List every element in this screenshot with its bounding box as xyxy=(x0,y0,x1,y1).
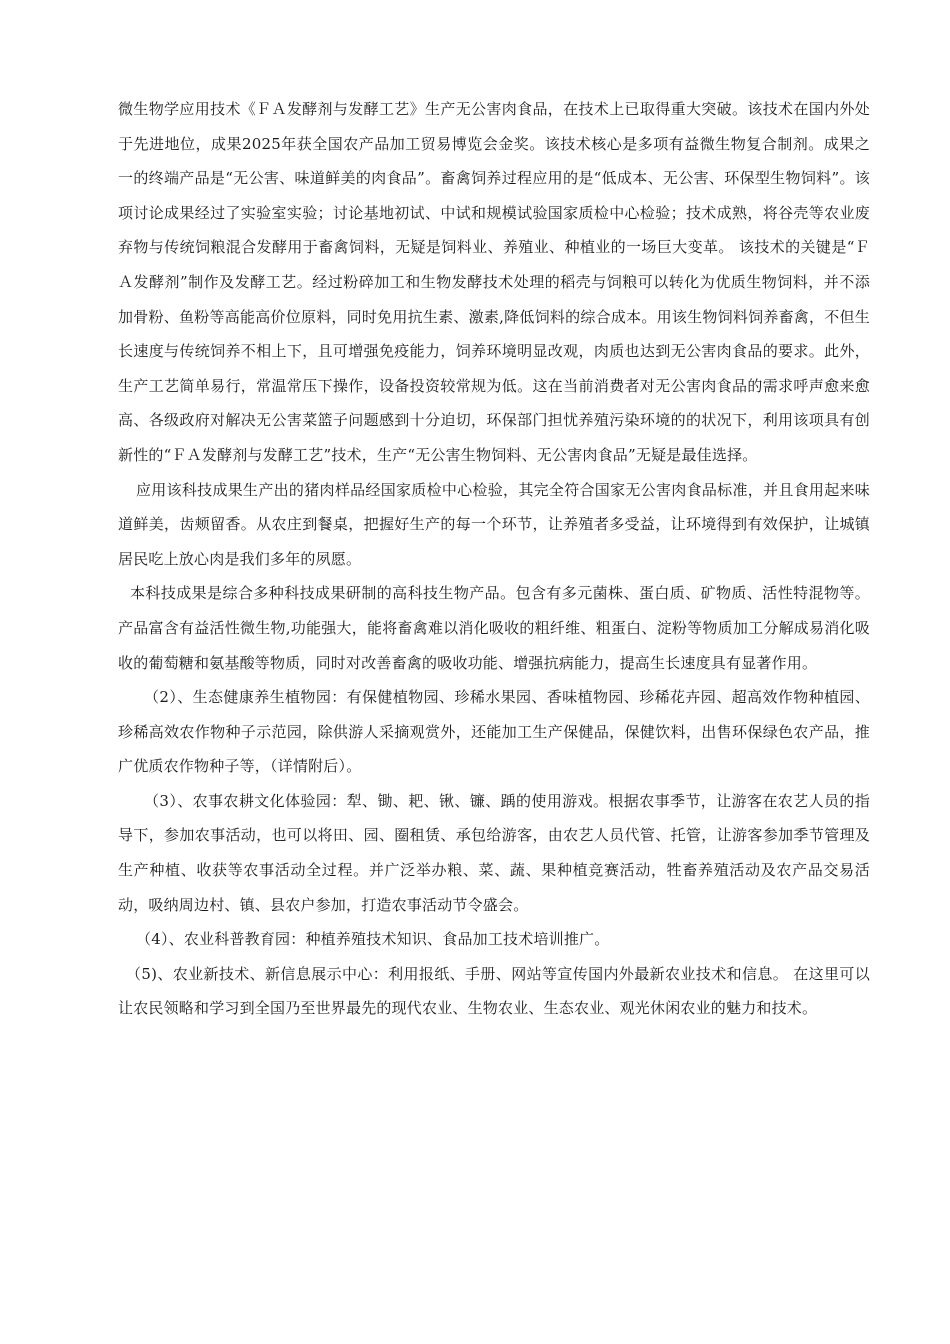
paragraph-product-description: 本科技成果是综合多种科技成果研制的高科技生物产品。包含有多元菌株、蛋白质、矿物质、活性特混物等。产品富含有益活性微生物,功能强大，能将畜禽难以消化吸收的粗纤维、粗蛋白、淀粉等物质加工分解成易消化吸收的葡萄糖和氨基酸等物质，同时对改善畜禽的吸收功能、增强抗病能力，提高生长速度具有显著作用。 xyxy=(118,584,870,672)
paragraph-fa-technology: 微生物学应用技术《ＦＡ发酵剂与发酵工艺》生产无公害肉食品，在技术上已取得重大突破。该技术在国内外处于先进地位，成果2025年获全国农产品加工贸易博览会金奖。该技术核心是多项有益微生物复合制剂。成果之一的终端产品是“无公害、味道鲜美的肉食品”。畜禽饲养过程应用的是“低成本、无公害、环保型生物饲料”。该项讨论成果经过了实验室实验；讨论基地初试、中试和规模试验国家质检中心检验；技术成熟，将谷壳等农业废弃物与传统饲粮混合发酵用于畜禽饲料，无疑是饲料业、养殖业、种植业的一场巨大变革。 该技术的关键是“ＦＡ发酵剂”制作及发酵工艺。经过粉碎加工和生物发酵技术处理的稻壳与饲粮可以转化为优质生物饲料，并不添加骨粉、鱼粉等高能高价位原料，同时免用抗生素、激素,降低饲料的综合成本。用该生物饲料饲养畜禽，不但生长速度与传统饲养不相上下，且可增强免疫能力，饲养环境明显改观，肉质也达到无公害肉食品的要求。此外，生产工艺简单易行，常温常压下操作，设备投资较常规为低。这在当前消费者对无公害肉食品的需求呼声愈来愈高、各级政府对解决无公害菜篮子问题感到十分迫切，环保部门担忧养殖污染环境的的状况下，利用该项具有创新性的“ＦＡ发酵剂与发酵工艺”技术，生产“无公害生物饲料、无公害肉食品”无疑是最佳选择。 xyxy=(118,100,870,464)
paragraph-health-garden: （2）、生态健康养生植物园：有保健植物园、珍稀水果园、香味植物园、珍稀花卉园、超高效作物种植园、珍稀高效农作物种子示范园，除供游人采摘观赏外，还能加工生产保健品，保健饮料，出售环保绿色农产品，推广优质农作物种子等，（详情附后）。 xyxy=(118,688,870,776)
document-body xyxy=(118,92,870,1026)
paragraph-pork-quality: 应用该科技成果生产出的猪肉样品经国家质检中心检验，其完全符合国家无公害肉食品标准，并且食用起来味道鲜美，齿颊留香。从农庄到餐桌，把握好生产的每一个环节，让养殖者多受益，让环境得到有效保护，让城镇居民吃上放心肉是我们多年的夙愿。 xyxy=(118,480,870,568)
paragraph-info-center: （5)、农业新技术、新信息展示中心：利用报纸、手册、网站等宣传国内外最新农业技术和信息。 在这里可以让农民领略和学习到全国乃至世界最先的现代农业、生物农业、生态农业、观光休闲农业的魅力和技术。 xyxy=(118,964,870,1018)
paragraph-science-education: （4）、农业科普教育园：种植养殖技术知识、食品加工技术培训推广。 xyxy=(136,930,610,949)
paragraph-farming-culture: （3）、农事农耕文化体验园：犁、锄、耙、锹、镰、踽的使用游戏。根据农事季节，让游客在农艺人员的指导下，参加农事活动，也可以将田、园、圈租赁、承包给游客，由农艺人员代管、托管，让游客参加季节管理及生产种植、收获等农事活动全过程。并广泛举办粮、菜、蔬、果种植竞赛活动，牲畜养殖活动及农产品交易活动，吸纳周边村、镇、县农户参加，打造农事活动节令盛会。 xyxy=(118,791,870,914)
